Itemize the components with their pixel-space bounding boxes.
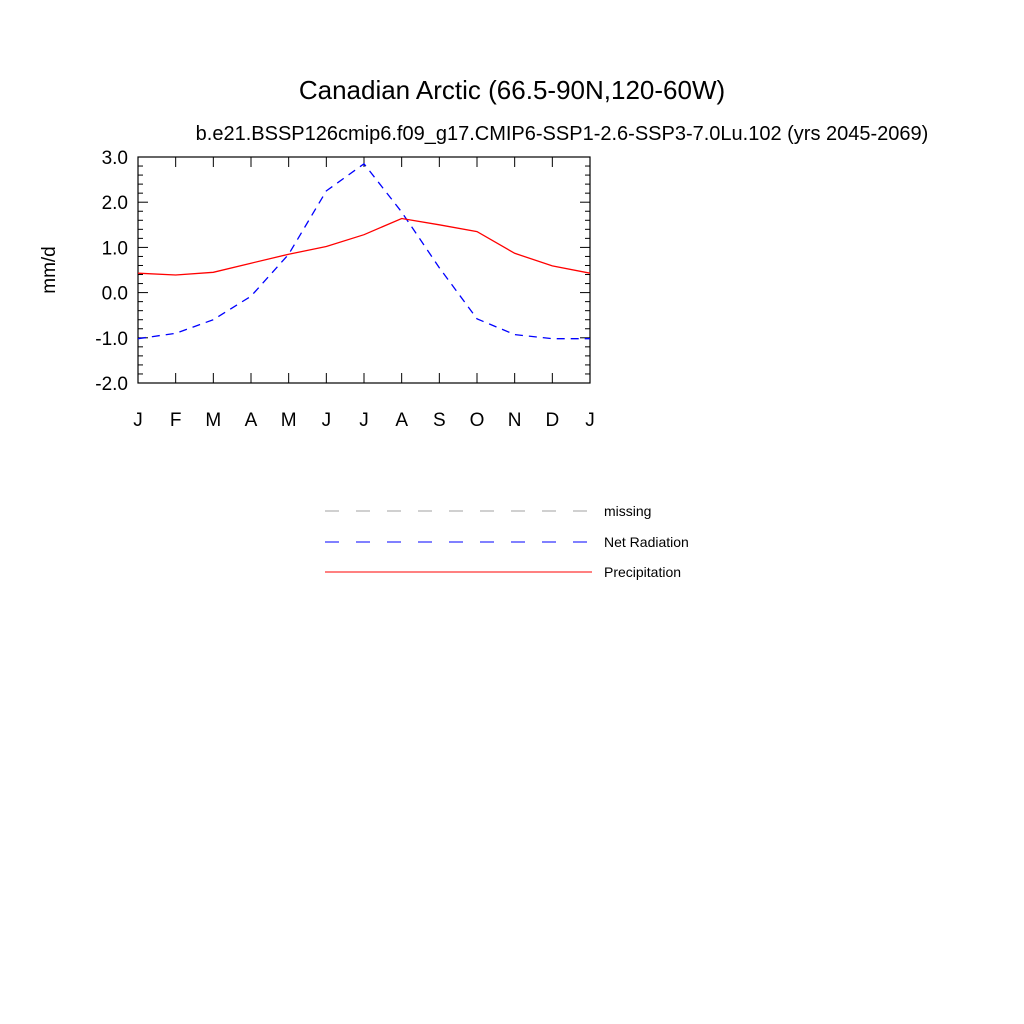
y-tick-label: 0.0 bbox=[101, 283, 128, 305]
x-tick-label: S bbox=[432, 410, 446, 431]
series-line-net-radiation bbox=[138, 164, 590, 339]
plot-frame bbox=[138, 157, 590, 383]
y-axis-label: mm/d bbox=[39, 246, 60, 294]
x-tick-label: O bbox=[469, 410, 485, 431]
plot-area bbox=[95, 148, 595, 431]
legend-label: missing bbox=[604, 503, 652, 519]
x-tick-label: N bbox=[507, 410, 522, 431]
legend-label: Precipitation bbox=[604, 564, 682, 580]
y-tick-label: 3.0 bbox=[101, 148, 128, 169]
x-tick-label: J bbox=[585, 410, 595, 431]
series-line-precipitation bbox=[138, 219, 590, 276]
x-tick-label: J bbox=[321, 410, 332, 431]
chart-title: Canadian Arctic (66.5-90N,120-60W) bbox=[298, 75, 726, 105]
y-tick-label: 1.0 bbox=[101, 238, 128, 260]
y-tick-label: -1.0 bbox=[95, 328, 128, 350]
legend-label: Net Radiation bbox=[604, 534, 689, 550]
y-tick-label: -2.0 bbox=[95, 374, 128, 395]
x-tick-label: A bbox=[244, 410, 258, 431]
x-tick-label: F bbox=[169, 410, 182, 431]
x-tick-label: D bbox=[545, 410, 560, 431]
x-tick-label: M bbox=[280, 410, 297, 431]
x-tick-label: J bbox=[133, 410, 143, 431]
x-tick-label: M bbox=[205, 410, 222, 431]
legend bbox=[325, 503, 689, 580]
x-tick-label: A bbox=[395, 410, 409, 431]
x-tick-label: J bbox=[359, 410, 369, 431]
y-tick-label: 2.0 bbox=[101, 193, 128, 215]
chart-subtitle: b.e21.BSSP126cmip6.f09_g17.CMIP6-SSP1-2.6-SSP3-7.0Lu.102 (yrs 2045-2069) bbox=[195, 123, 929, 145]
